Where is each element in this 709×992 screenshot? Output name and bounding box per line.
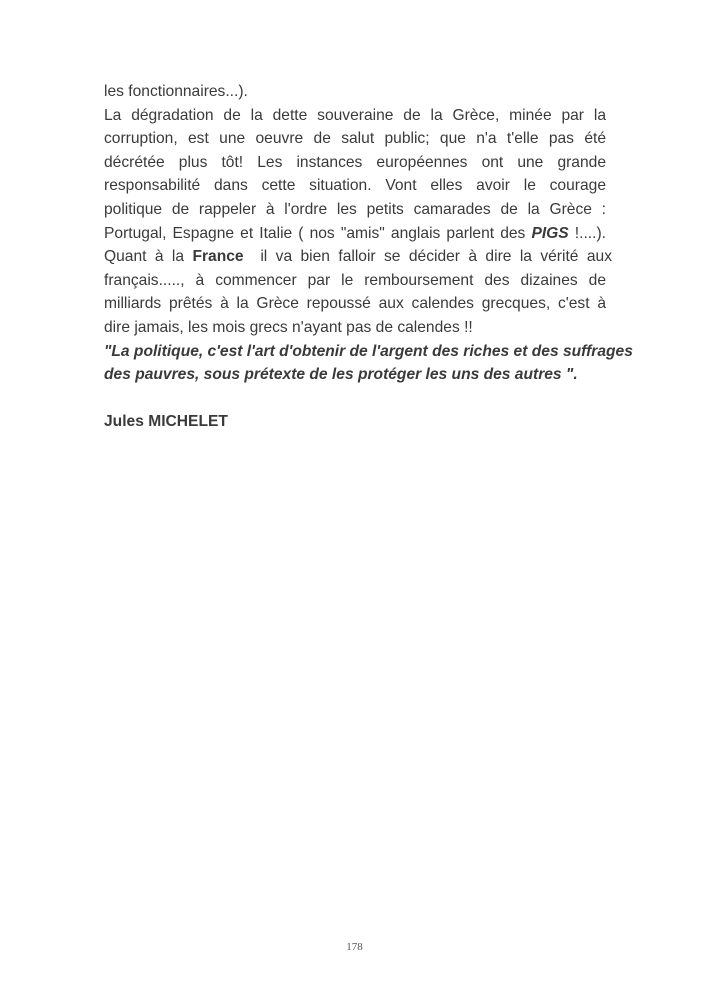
spacer <box>104 387 606 411</box>
text-line: politique de rappeler à l'ordre les petits camarades de la Grèce : <box>104 200 606 218</box>
page-number: 178 <box>346 941 363 953</box>
text-line: français....., à commencer par le remboursement des dizaines de <box>104 271 606 289</box>
text-line: corruption, est une oeuvre de salut public; que n'a t'elle pas été <box>104 130 606 148</box>
emphasis-pigs: PIGS <box>531 224 569 242</box>
emphasis-france: France <box>192 248 244 266</box>
body-text <box>104 80 633 434</box>
text-line: milliards prêtés à la Grèce repoussé aux calendes grecques, c'est à <box>104 295 606 313</box>
text-line: décrétée plus tôt! Les instances européennes ont une grande <box>104 153 606 171</box>
text-line: responsabilité dans cette situation. Vont elles avoir le courage <box>104 177 606 195</box>
text-segment: !....). <box>568 224 606 242</box>
text-line: La dégradation de la dette souveraine de la Grèce, minée par la <box>104 106 606 124</box>
text-line <box>104 245 612 269</box>
quote-line: "La politique, c'est l'art d'obtenir de l'argent des riches et des suffrages <box>104 342 633 360</box>
text-segment: Quant à la <box>104 248 193 266</box>
text-line <box>104 222 606 246</box>
text-line: dire jamais, les mois grecs n'ayant pas de calendes !! <box>104 318 473 336</box>
text-segment: il va bien falloir se décider à dire la vérité aux <box>243 248 612 266</box>
text-line: les fonctionnaires...). <box>104 83 248 100</box>
quote-line: des pauvres, sous prétexte de les protéger les uns des autres ". <box>104 366 578 384</box>
text-segment: Portugal, Espagne et Italie ( nos "amis" anglais parlent des <box>104 224 532 242</box>
quote-author: Jules MICHELET <box>104 413 228 431</box>
